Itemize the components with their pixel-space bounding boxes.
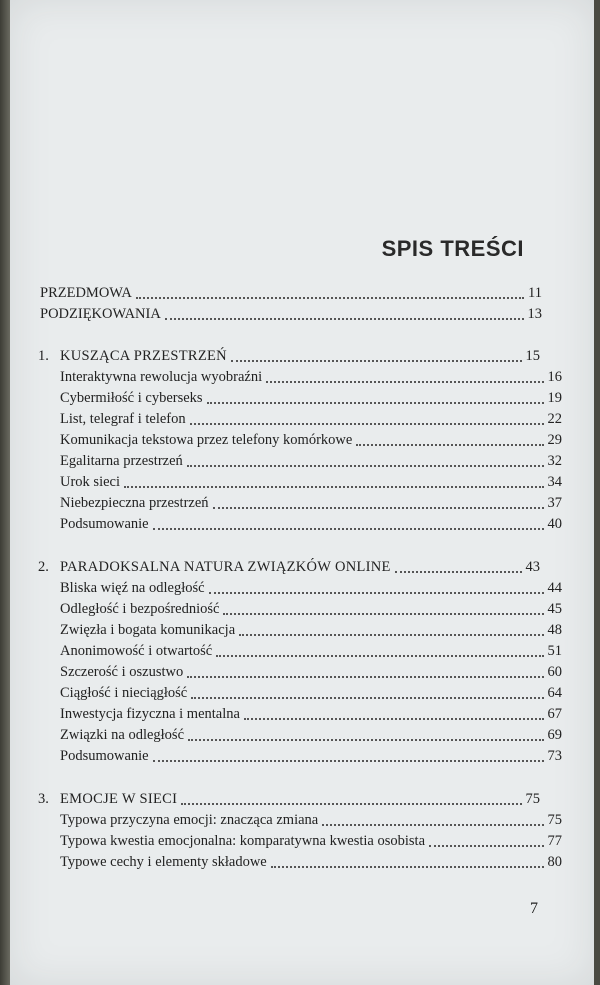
section-label: Odległość i bezpośredniość <box>60 601 220 617</box>
book-page <box>10 0 594 985</box>
toc-section <box>38 429 562 451</box>
section-page: 73 <box>547 748 562 764</box>
leader-dots <box>188 738 543 741</box>
toc-entry-page: 11 <box>528 285 542 301</box>
chapter-title: PARADOKSALNA NATURA ZWIĄZKÓW ONLINE <box>60 559 391 575</box>
toc-entry-label: PRZEDMOWA <box>40 285 132 301</box>
chapter-page: 43 <box>525 559 540 575</box>
leader-dots <box>124 485 544 488</box>
section-label: Niebezpieczna przestrzeń <box>60 495 209 511</box>
section-page: 48 <box>547 622 562 638</box>
leader-dots <box>191 696 543 699</box>
leader-dots <box>209 591 544 594</box>
leader-dots <box>136 296 524 299</box>
section-page: 64 <box>547 685 562 701</box>
chapter-page: 15 <box>525 348 540 364</box>
section-page: 22 <box>547 411 562 427</box>
section-label: Związki na odległość <box>60 727 185 743</box>
leader-dots <box>207 401 544 404</box>
toc-section <box>38 851 562 873</box>
chapter-1-heading <box>38 345 540 367</box>
section-page: 77 <box>547 833 562 849</box>
toc-section <box>38 809 562 831</box>
section-page: 37 <box>547 495 562 511</box>
section-label: Podsumowanie <box>60 516 149 532</box>
section-label: Zwięzła i bogata komunikacja <box>60 622 236 638</box>
section-page: 34 <box>547 474 562 490</box>
section-page: 67 <box>547 706 562 722</box>
chapter-page: 75 <box>525 791 540 807</box>
toc-entry-podziekowania <box>38 303 542 325</box>
page-number: 7 <box>530 900 538 917</box>
section-page: 19 <box>547 390 562 406</box>
section-label: Szczerość i oszustwo <box>60 664 184 680</box>
toc-entry-label: PODZIĘKOWANIA <box>40 306 161 322</box>
leader-dots <box>181 802 521 805</box>
chapter-title: EMOCJE W SIECI <box>60 791 178 807</box>
leader-dots <box>165 317 524 320</box>
section-page: 80 <box>547 854 562 870</box>
section-label: Interaktywna rewolucja wyobraźni <box>60 369 263 385</box>
section-label: List, telegraf i telefon <box>60 411 186 427</box>
section-label: Inwestycja fizyczna i mentalna <box>60 706 240 722</box>
section-label: Egalitarna przestrzeń <box>60 453 183 469</box>
section-label: Typowe cechy i elementy składowe <box>60 854 267 870</box>
section-label: Urok sieci <box>60 474 120 490</box>
leader-dots <box>153 759 544 762</box>
section-label: Cybermiłość i cyberseks <box>60 390 203 406</box>
section-page: 45 <box>547 601 562 617</box>
section-page: 40 <box>547 516 562 532</box>
toc-entry-przedmowa <box>38 282 542 304</box>
leader-dots <box>223 612 543 615</box>
leader-dots <box>213 506 544 509</box>
section-page: 51 <box>547 643 562 659</box>
toc-section <box>38 661 562 683</box>
chapter-number: 2. <box>38 559 49 575</box>
section-page: 29 <box>547 432 562 448</box>
chapter-number: 3. <box>38 791 49 807</box>
leader-dots <box>231 359 522 362</box>
toc-section <box>38 387 562 409</box>
section-page: 69 <box>547 727 562 743</box>
chapter-title: KUSZĄCA PRZESTRZEŃ <box>60 348 227 364</box>
leader-dots <box>216 654 543 657</box>
toc-section <box>38 492 562 514</box>
section-page: 60 <box>547 664 562 680</box>
section-label: Typowa kwestia emocjonalna: komparatywna kwestia osobista <box>60 833 426 849</box>
toc-section <box>38 366 562 388</box>
page-title: SPIS TREŚCI <box>381 236 524 261</box>
section-label: Bliska więź na odległość <box>60 580 205 596</box>
leader-dots <box>239 633 543 636</box>
section-page: 44 <box>547 580 562 596</box>
leader-dots <box>395 570 522 573</box>
leader-dots <box>429 844 543 847</box>
toc-section <box>38 577 562 599</box>
leader-dots <box>187 675 543 678</box>
section-label: Typowa przyczyna emocji: znacząca zmiana <box>60 812 319 828</box>
chapter-number: 1. <box>38 348 49 364</box>
leader-dots <box>271 865 544 868</box>
leader-dots <box>187 464 544 467</box>
toc-section <box>38 703 562 725</box>
leader-dots <box>190 422 544 425</box>
section-label: Anonimowość i otwartość <box>60 643 213 659</box>
toc-section <box>38 408 562 430</box>
leader-dots <box>266 380 543 383</box>
toc-section <box>38 598 562 620</box>
toc-section <box>38 471 562 493</box>
section-label: Ciągłość i nieciągłość <box>60 685 188 701</box>
section-label: Komunikacja tekstowa przez telefony komórkowe <box>60 432 353 448</box>
toc-section <box>38 513 562 535</box>
chapter-2-heading <box>38 556 540 578</box>
leader-dots <box>244 717 544 720</box>
toc-section <box>38 682 562 704</box>
book-spine-shadow <box>0 0 10 985</box>
toc-section <box>38 745 562 767</box>
section-page: 16 <box>547 369 562 385</box>
section-page: 32 <box>547 453 562 469</box>
toc-section <box>38 450 562 472</box>
toc-section <box>38 640 562 662</box>
toc-section <box>38 619 562 641</box>
section-label: Podsumowanie <box>60 748 149 764</box>
chapter-3-heading <box>38 788 540 810</box>
leader-dots <box>356 443 543 446</box>
section-page: 75 <box>547 812 562 828</box>
leader-dots <box>153 527 544 530</box>
toc-section <box>38 724 562 746</box>
toc-entry-page: 13 <box>527 306 542 322</box>
leader-dots <box>322 823 543 826</box>
toc-section <box>38 830 562 852</box>
